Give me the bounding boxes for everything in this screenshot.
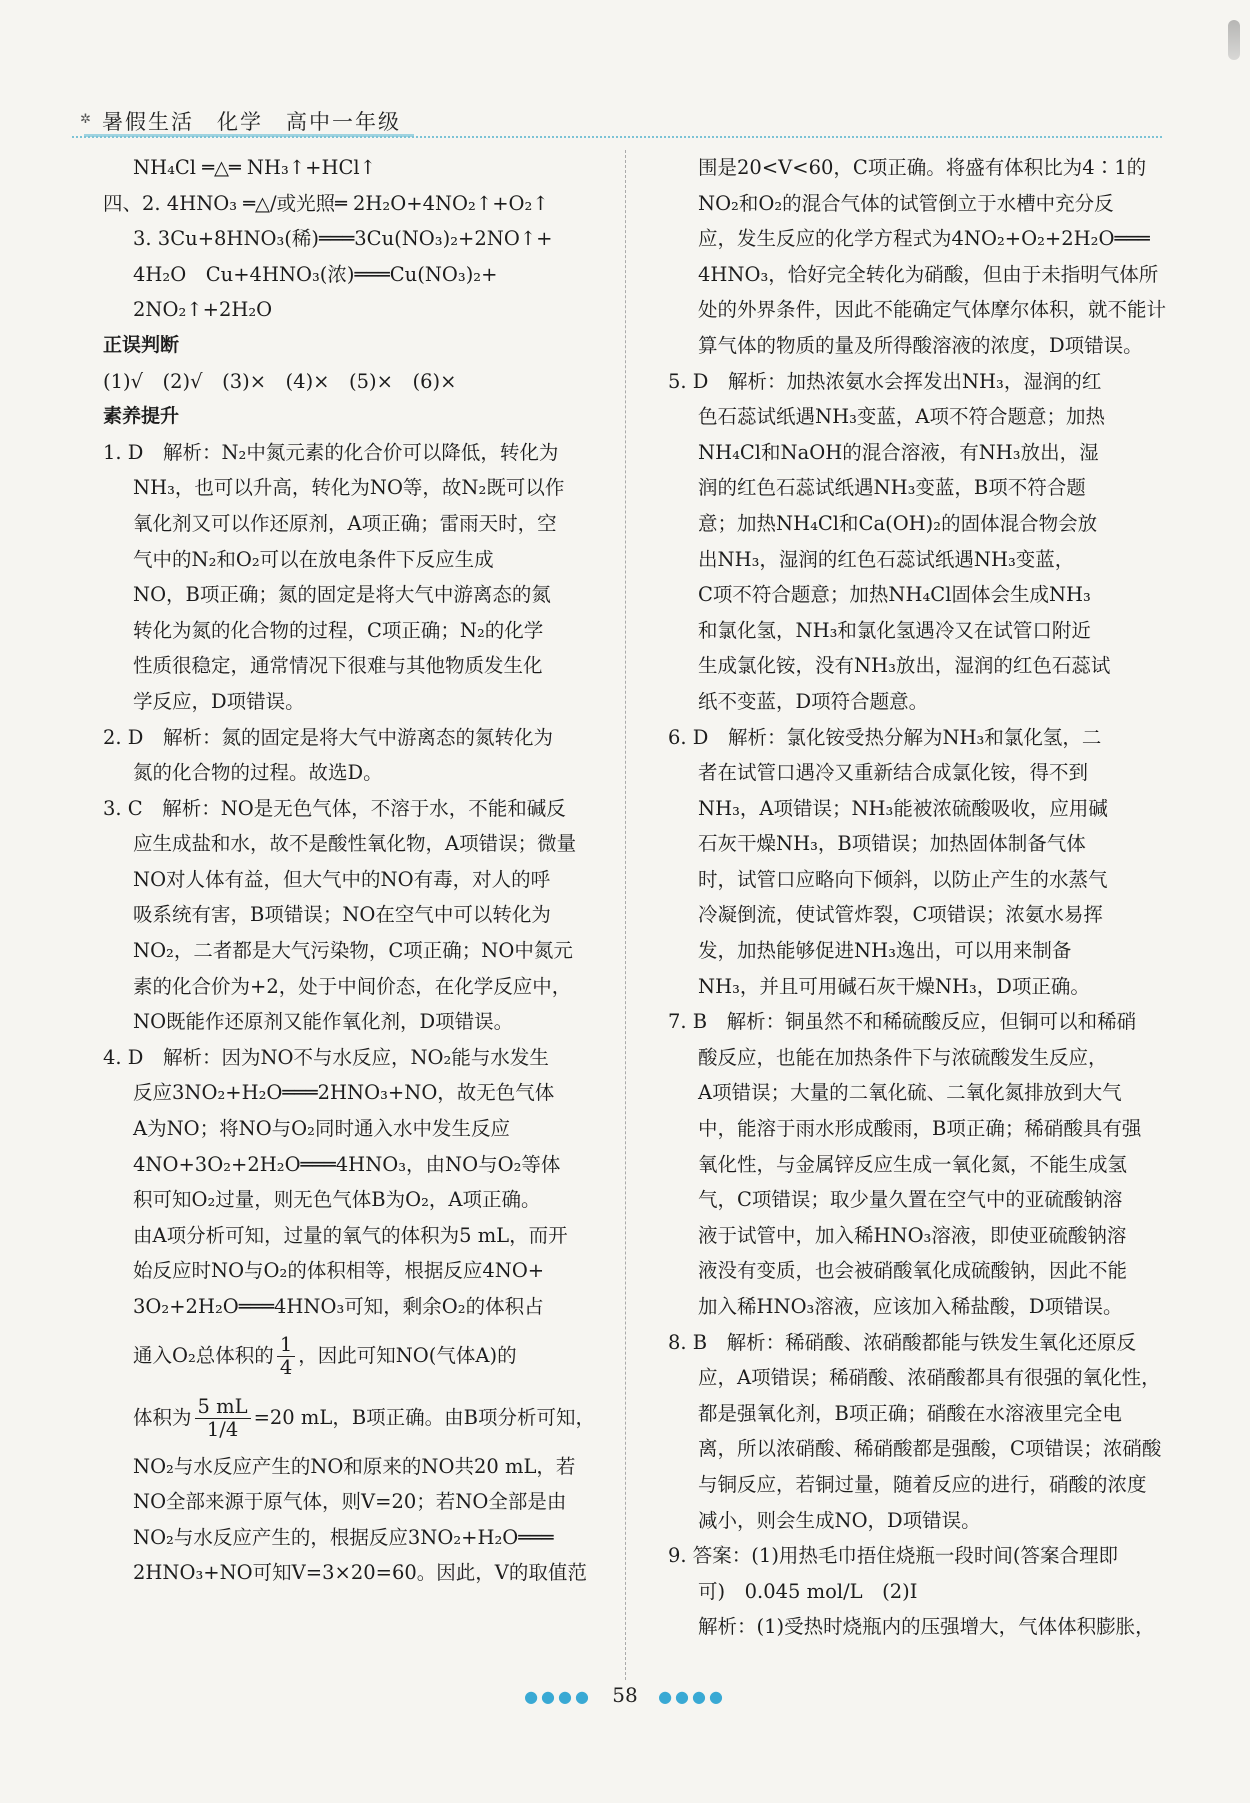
left-line: 1. D 解析：N₂中氮元素的化合价可以降低，转化为 <box>103 440 559 464</box>
right-line: 5. D 解析：加热浓氨水会挥发出NH₃，湿润的红 <box>668 369 1102 393</box>
left-line: 积可知O₂过量，则无色气体B为O₂，A项正确。 <box>133 1188 541 1212</box>
frac2-pre: 体积为 <box>133 1405 192 1429</box>
right-line: 气，C项错误；取少量久置在空气中的亚硫酸钠溶 <box>698 1188 1123 1212</box>
right-line: 处的外界条件，因此不能确定气体摩尔体积，就不能计 <box>698 298 1167 322</box>
left-line: (1)√ (2)√ (3)× (4)× (5)× (6)× <box>103 369 457 393</box>
right-line: 可) 0.045 mol/L (2)Ⅰ <box>698 1579 918 1603</box>
right-line: 酸反应，也能在加热条件下与浓硫酸发生反应， <box>698 1045 1108 1069</box>
right-line: 纸不变蓝，D项符合题意。 <box>698 689 929 713</box>
right-line: 7. B 解析：铜虽然不和稀硫酸反应，但铜可以和稀硝 <box>668 1010 1137 1034</box>
left2-line: NO₂与水反应产生的，根据反应3NO₂+H₂O═══ <box>133 1525 554 1549</box>
right-line: 生成氯化铵，没有NH₃放出，湿润的红色石蕊试 <box>698 654 1111 678</box>
left-lines-2 <box>103 1449 615 1591</box>
left-line: NH₃，也可以升高，转化为NO等，故N₂既可以作 <box>133 476 565 500</box>
right-line: 都是强氧化剂，B项正确；硝酸在水溶液里完全电 <box>698 1401 1122 1425</box>
left-line: NO既能作还原剂又能作氧化剂，D项错误。 <box>133 1010 514 1034</box>
header-rule <box>72 136 1162 138</box>
left-line: A为NO；将NO与O₂同时通入水中发生反应 <box>133 1117 510 1141</box>
page-header <box>72 100 1162 140</box>
left-line: 3. C 解析：NO是无色气体，不溶于水，不能和碱反 <box>103 796 566 820</box>
right-line: 应，发生反应的化学方程式为4NO₂+O₂+2H₂O═══ <box>698 227 1150 251</box>
right-line: 和氯化氢，NH₃和氯化氢遇冷又在试管口附近 <box>698 618 1091 642</box>
left-line: 氧化剂又可以作还原剂，A项正确；雷雨天时，空 <box>133 511 557 535</box>
right-line: 意；加热NH₄Cl和Ca(OH)₂的固体混合物会放 <box>698 511 1098 535</box>
left-line: 学反应，D项错误。 <box>133 689 305 713</box>
left-line: 转化为氮的化合物的过程，C项正确；N₂的化学 <box>133 618 544 642</box>
footer-dots-right: ●●●● <box>658 1687 726 1706</box>
left-line: 3. 3Cu+8HNO₃(稀)═══3Cu(NO₃)₂+2NO↑+ <box>133 227 553 251</box>
left-line: 2. D 解析：氮的固定是将大气中游离态的氮转化为 <box>103 725 553 749</box>
right-line: 冷凝倒流，使试管炸裂，C项错误；浓氨水易挥 <box>698 903 1103 927</box>
left-line: 由A项分析可知，过量的氧气的体积为5 mL，而开 <box>133 1223 568 1247</box>
left2-line: NO全部来源于原气体，则V=20；若NO全部是由 <box>133 1490 567 1514</box>
fraction-line-2 <box>103 1387 615 1449</box>
left-line: 2NO₂↑+2H₂O <box>133 298 273 322</box>
right-line: C项不符合题意；加热NH₄Cl固体会生成NH₃ <box>698 583 1091 607</box>
right-line: 润的红色石蕊试纸遇NH₃变蓝，B项不符合题 <box>698 476 1086 500</box>
right-line: 液于试管中，加入稀HNO₃溶液，即使亚硫酸钠溶 <box>698 1223 1127 1247</box>
frac1-post: ，因此可知NO(气体A)的 <box>298 1343 517 1367</box>
right-column <box>668 150 1166 1645</box>
right-line: 氧化性，与金属锌反应生成一氧化氮，不能生成氢 <box>698 1152 1128 1176</box>
frac2-post: =20 mL，B项正确。由B项分析可知， <box>253 1405 596 1429</box>
left-line: 氮的化合物的过程。故选D。 <box>133 761 383 785</box>
left2-line: NO₂与水反应产生的NO和原来的NO共20 mL，若 <box>133 1454 576 1478</box>
frac2-num: 5 mL <box>195 1396 251 1419</box>
left-column <box>103 150 615 1591</box>
right-line: 4HNO₃，恰好完全转化为硝酸，但由于未指明气体所 <box>698 262 1159 286</box>
right-line: 色石蕊试纸遇NH₃变蓝，A项不符合题意；加热 <box>698 405 1105 429</box>
right-line: 加入稀HNO₃溶液，应该加入稀盐酸，D项错误。 <box>698 1295 1123 1318</box>
right-line: 液没有变质，也会被硝酸氧化成硫酸钠，因此不能 <box>698 1259 1128 1283</box>
left-lines <box>103 150 615 1325</box>
page-corner-mark <box>1228 20 1240 60</box>
right-line: 石灰干燥NH₃，B项错误；加热固体制备气体 <box>698 832 1086 856</box>
right-line: A项错误；大量的二氧化硫、二氧化氮排放到大气 <box>698 1081 1122 1105</box>
right-line: 减小，则会生成NO，D项错误。 <box>698 1508 981 1532</box>
right-line: NH₃，并且可用碱石灰干燥NH₃，D项正确。 <box>698 974 1090 998</box>
right-line: 应，A项错误；稀硝酸、浓硝酸都具有很强的氧化性， <box>698 1366 1161 1390</box>
header-title: 暑假生活 化学 高中一年级 <box>102 110 401 134</box>
right-line: NH₃，A项错误；NH₃能被浓硫酸吸收，应用碱 <box>698 796 1108 820</box>
left-line: 素的化合价为+2，处于中间价态，在化学反应中， <box>133 974 572 998</box>
page-number: 58 <box>612 1683 638 1707</box>
left-line: NO，B项正确；氮的固定是将大气中游离态的氮 <box>133 583 551 607</box>
frac1-den: 4 <box>279 1355 293 1379</box>
right-line: 中，能溶于雨水形成酸雨，B项正确；稀硝酸具有强 <box>698 1117 1142 1141</box>
right-line: 发，加热能够促进NH₃逸出，可以用来制备 <box>698 939 1072 963</box>
left-line: 反应3NO₂+H₂O═══2HNO₃+NO，故无色气体 <box>133 1081 555 1105</box>
left-line: 应生成盐和水，故不是酸性氧化物，A项错误；微量 <box>133 832 577 856</box>
right-lines <box>668 150 1166 1645</box>
left2-line: 2HNO₃+NO可知V=3×20=60。因此，V的取值范 <box>133 1561 587 1585</box>
left-line: NO₂，二者都是大气污染物，C项正确；NO中氮元 <box>133 939 573 963</box>
left-line: 4NO+3O₂+2H₂O═══4HNO₃，由NO与O₂等体 <box>133 1152 561 1176</box>
right-line: 8. B 解析：稀硝酸、浓硝酸都能与铁发生氧化还原反 <box>668 1330 1137 1354</box>
left-line: 3O₂+2H₂O═══4HNO₃可知，剩余O₂的体积占 <box>133 1295 544 1318</box>
right-line: 算气体的物质的量及所得酸溶液的浓度，D项错误。 <box>698 333 1143 357</box>
left-line: 4H₂O Cu+4HNO₃(浓)═══Cu(NO₃)₂+ <box>133 262 498 286</box>
frac1-pre: 通入O₂总体积的 <box>133 1343 274 1367</box>
left-line: 始反应时NO与O₂的体积相等，根据反应4NO+ <box>133 1259 545 1283</box>
right-line: 时，试管口应略向下倾斜，以防止产生的水蒸气 <box>698 867 1108 891</box>
star-icon: ✲ <box>80 112 91 127</box>
right-line: 离，所以浓硝酸、稀硝酸都是强酸，C项错误；浓硝酸 <box>698 1437 1162 1461</box>
right-line: NH₄Cl和NaOH的混合溶液，有NH₃放出，湿 <box>698 440 1099 464</box>
right-line: 6. D 解析：氯化铵受热分解为NH₃和氯化氢，二 <box>668 725 1102 749</box>
footer-dots-left: ●●●● <box>524 1687 592 1706</box>
right-line: 解析：(1)受热时烧瓶内的压强增大，气体体积膨胀， <box>698 1615 1155 1639</box>
page-footer <box>0 1683 1250 1707</box>
right-line: 9. 答案：(1)用热毛巾捂住烧瓶一段时间(答案合理即 <box>668 1544 1119 1568</box>
fraction-2 <box>195 1396 251 1441</box>
left-line: 性质很稳定，通常情况下很难与其他物质发生化 <box>133 654 543 678</box>
left-line: 气中的N₂和O₂可以在放电条件下反应生成 <box>133 547 494 571</box>
right-line: 围是20<V<60，C项正确。将盛有体积比为4∶1的 <box>698 156 1147 179</box>
left-line: NO对人体有益，但大气中的NO有毒，对人的呼 <box>133 867 551 891</box>
right-line: 出NH₃，湿润的红色石蕊试纸遇NH₃变蓝， <box>698 547 1075 571</box>
left-line: 吸系统有害，B项错误；NO在空气中可以转化为 <box>133 903 551 927</box>
left-line: 四、2. 4HNO₃ ═△/或光照═ 2H₂O+4NO₂↑+O₂↑ <box>103 191 549 215</box>
right-line: 与铜反应，若铜过量，随着反应的进行，硝酸的浓度 <box>698 1472 1147 1496</box>
left-line: 素养提升 <box>103 405 180 428</box>
right-line: 者在试管口遇冷又重新结合成氯化铵，得不到 <box>698 761 1089 785</box>
fraction-1 <box>277 1334 295 1379</box>
fraction-line-1 <box>103 1325 615 1387</box>
left-line: 正误判断 <box>103 333 180 356</box>
left-line: NH₄Cl ═△═ NH₃↑+HCl↑ <box>133 156 376 179</box>
column-divider <box>625 150 626 1680</box>
right-line: NO₂和O₂的混合气体的试管倒立于水槽中充分反 <box>698 191 1114 215</box>
frac1-num: 1 <box>277 1334 295 1357</box>
left-line: 4. D 解析：因为NO不与水反应，NO₂能与水发生 <box>103 1045 549 1069</box>
frac2-den: 1/4 <box>206 1417 239 1441</box>
